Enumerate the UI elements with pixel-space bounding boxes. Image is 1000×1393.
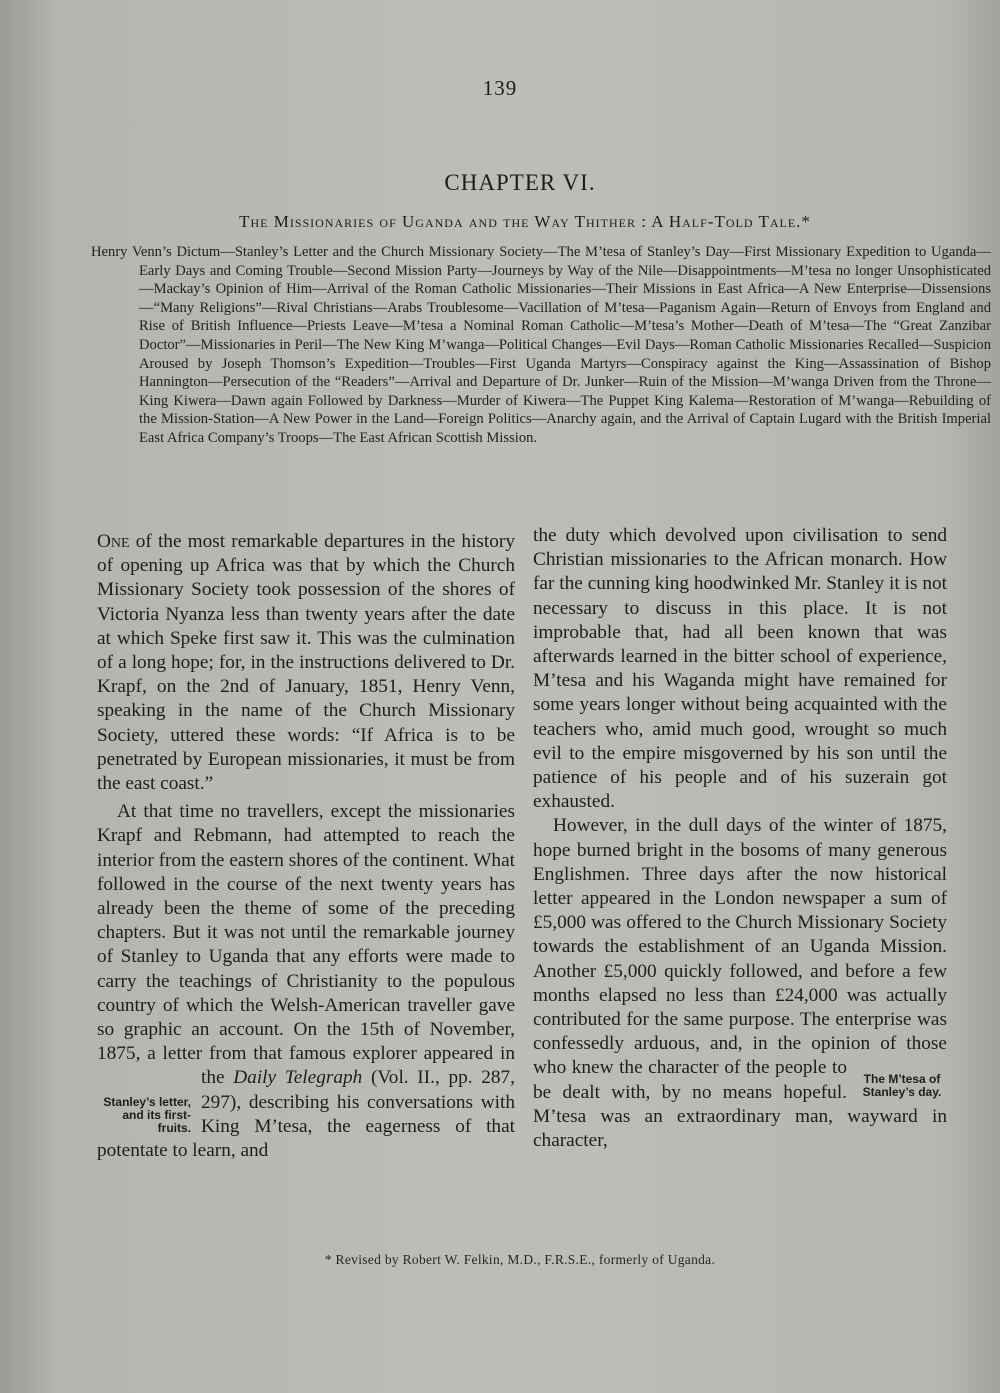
paragraph <box>97 530 515 796</box>
chapter-synopsis: Henry Venn’s Dictum—Stanley’s Letter and the Church Missionary Society—The M’tesa of Stanley’s Day—First Missionary Expedition to Uganda—Early Days and Coming Trouble—Second Mission Party—Journeys by Way of the Nile—Disappointments—M’tesa no longer Unsophisticated—Mackay’s Opinion of Him—Arrival of the Roman Catholic Missionaries—Their Missions in East Africa—A New Enterprise—Dissensions—“Many Religions”—Rival Christians—Arabs Troublesome—Vacillation of M’tesa—Paganism Again—Return of Envoys from England and Rise of British Influence—Priests Leave—M’tesa a Nominal Roman Catholic—M’tesa’s Mother—Death of M’tesa—The “Great Zanzibar Doctor”—Missionaries in Peril—The New King M’wanga—Political Changes—Evil Days—Roman Catholic Missionaries Recalled—Suspicion Aroused by Joseph Thomson’s Expedition—Troubles—First Uganda Martyrs—Conspiracy against the King—Assassination of Bishop Hannington—Persecution of the “Readers”—Arrival and Departure of Dr. Junker—Ruin of the Mission—M’wanga Driven from the Throne—King Kiwera—Dawn again Followed by Darkness—Murder of Kiwera—The Puppet King Kalema—Restoration of M’wanga—Rebuilding of the Mission-Station—A New Power in the Land—Foreign Politics—Anarchy again, and the Arrival of Captain Lugard with the British Imperial East Africa Company’s Troops—The East African Scottish Mission. <box>91 244 991 446</box>
paragraph-text: of the most remarkable departures in the history of opening up Africa was that by which the Church Missionary Society took possession of the shores of Victoria Nyanza less than twenty years after the date at which Speke first saw it. This was the culmination of a long hope; for, in the instructions delivered to Dr. Krapf, on the 2nd of January, 1851, Henry Venn, speaking in the name of the Church Missionary Society, uttered these words: “If Africa is to be penetrated by European missionaries, it must be from the east coast.” <box>97 531 515 795</box>
lead-word: One <box>97 531 130 552</box>
left-column <box>97 530 515 1163</box>
paragraph-text: At that time no travellers, except the missionaries Krapf and Rebmann, had attempted to reach the interior from the eastern shores of the continent. What followed in the course of the next twenty years has already been the theme of some of the preceding chapters. But it was not until the remarkable journey of Stanley to Uganda that any efforts were made to carry the teachings of Christianity to the populous country of which the Welsh-American traveller gave so graphic an account. On the 15th of November, 1875, a letter from that famous explorer appeared in the <box>97 801 515 1089</box>
paragraph-text: However, in the dull days of the winter of 1875, hope burned bright in the bosoms of many generous Englishmen. Three days after the now historical letter appeared in the London newspaper a sum of £5,000 was offered to the Church Missionary Society towards the establishment of an Uganda Mission. Another £5,000 quickly followed, and before a few months elapsed no less than £24,000 was actually contributed for the same purpose. The enterprise was confessedly arduous, and, in the opinion of those who knew the character of the people to be dealt with, by no means hopeful. M’tesa was an extraordinary man, wayward in character, <box>533 815 947 1152</box>
footnote: * Revised by Robert W. Felkin, M.D., F.R.S.E., formerly of Uganda. <box>324 1252 716 1267</box>
paragraph <box>533 814 947 1153</box>
paragraph-text: (Vol. II., pp. 287, 297), describing his conversations with King M’tesa, the eagerness of that potentate to learn, and <box>97 1067 515 1162</box>
chapter-title: CHAPTER VI. <box>444 170 596 195</box>
chapter-subtitle: The Missionaries of Uganda and the Way Thither : A Half-Told Tale.* <box>239 212 811 231</box>
margin-note: Stanley’s letter, and its first-fruits. <box>103 1095 191 1136</box>
paragraph <box>533 524 947 814</box>
right-column <box>533 524 947 1153</box>
paragraph <box>97 800 515 1163</box>
newspaper-title: Daily Telegraph <box>233 1067 363 1089</box>
margin-note: The M’tesa of Stanley’s day. <box>862 1072 942 1100</box>
page-number: 139 <box>482 76 518 100</box>
paragraph-text: the duty which devolved upon civilisation to send Christian missionaries to the African monarch. How far the cunning king hoodwinked Mr. Stanley it is not necessary to discuss in this place. It is not improbable that, had all been known that was afterwards learned in the bitter school of experience, M’tesa and his Waganda might have remained for some years longer without being acquainted with the teachers who, amid much good, wrought so much evil to the empire misgoverned by his son until the patience of his people and of his suzerain got exhausted. <box>533 525 947 813</box>
